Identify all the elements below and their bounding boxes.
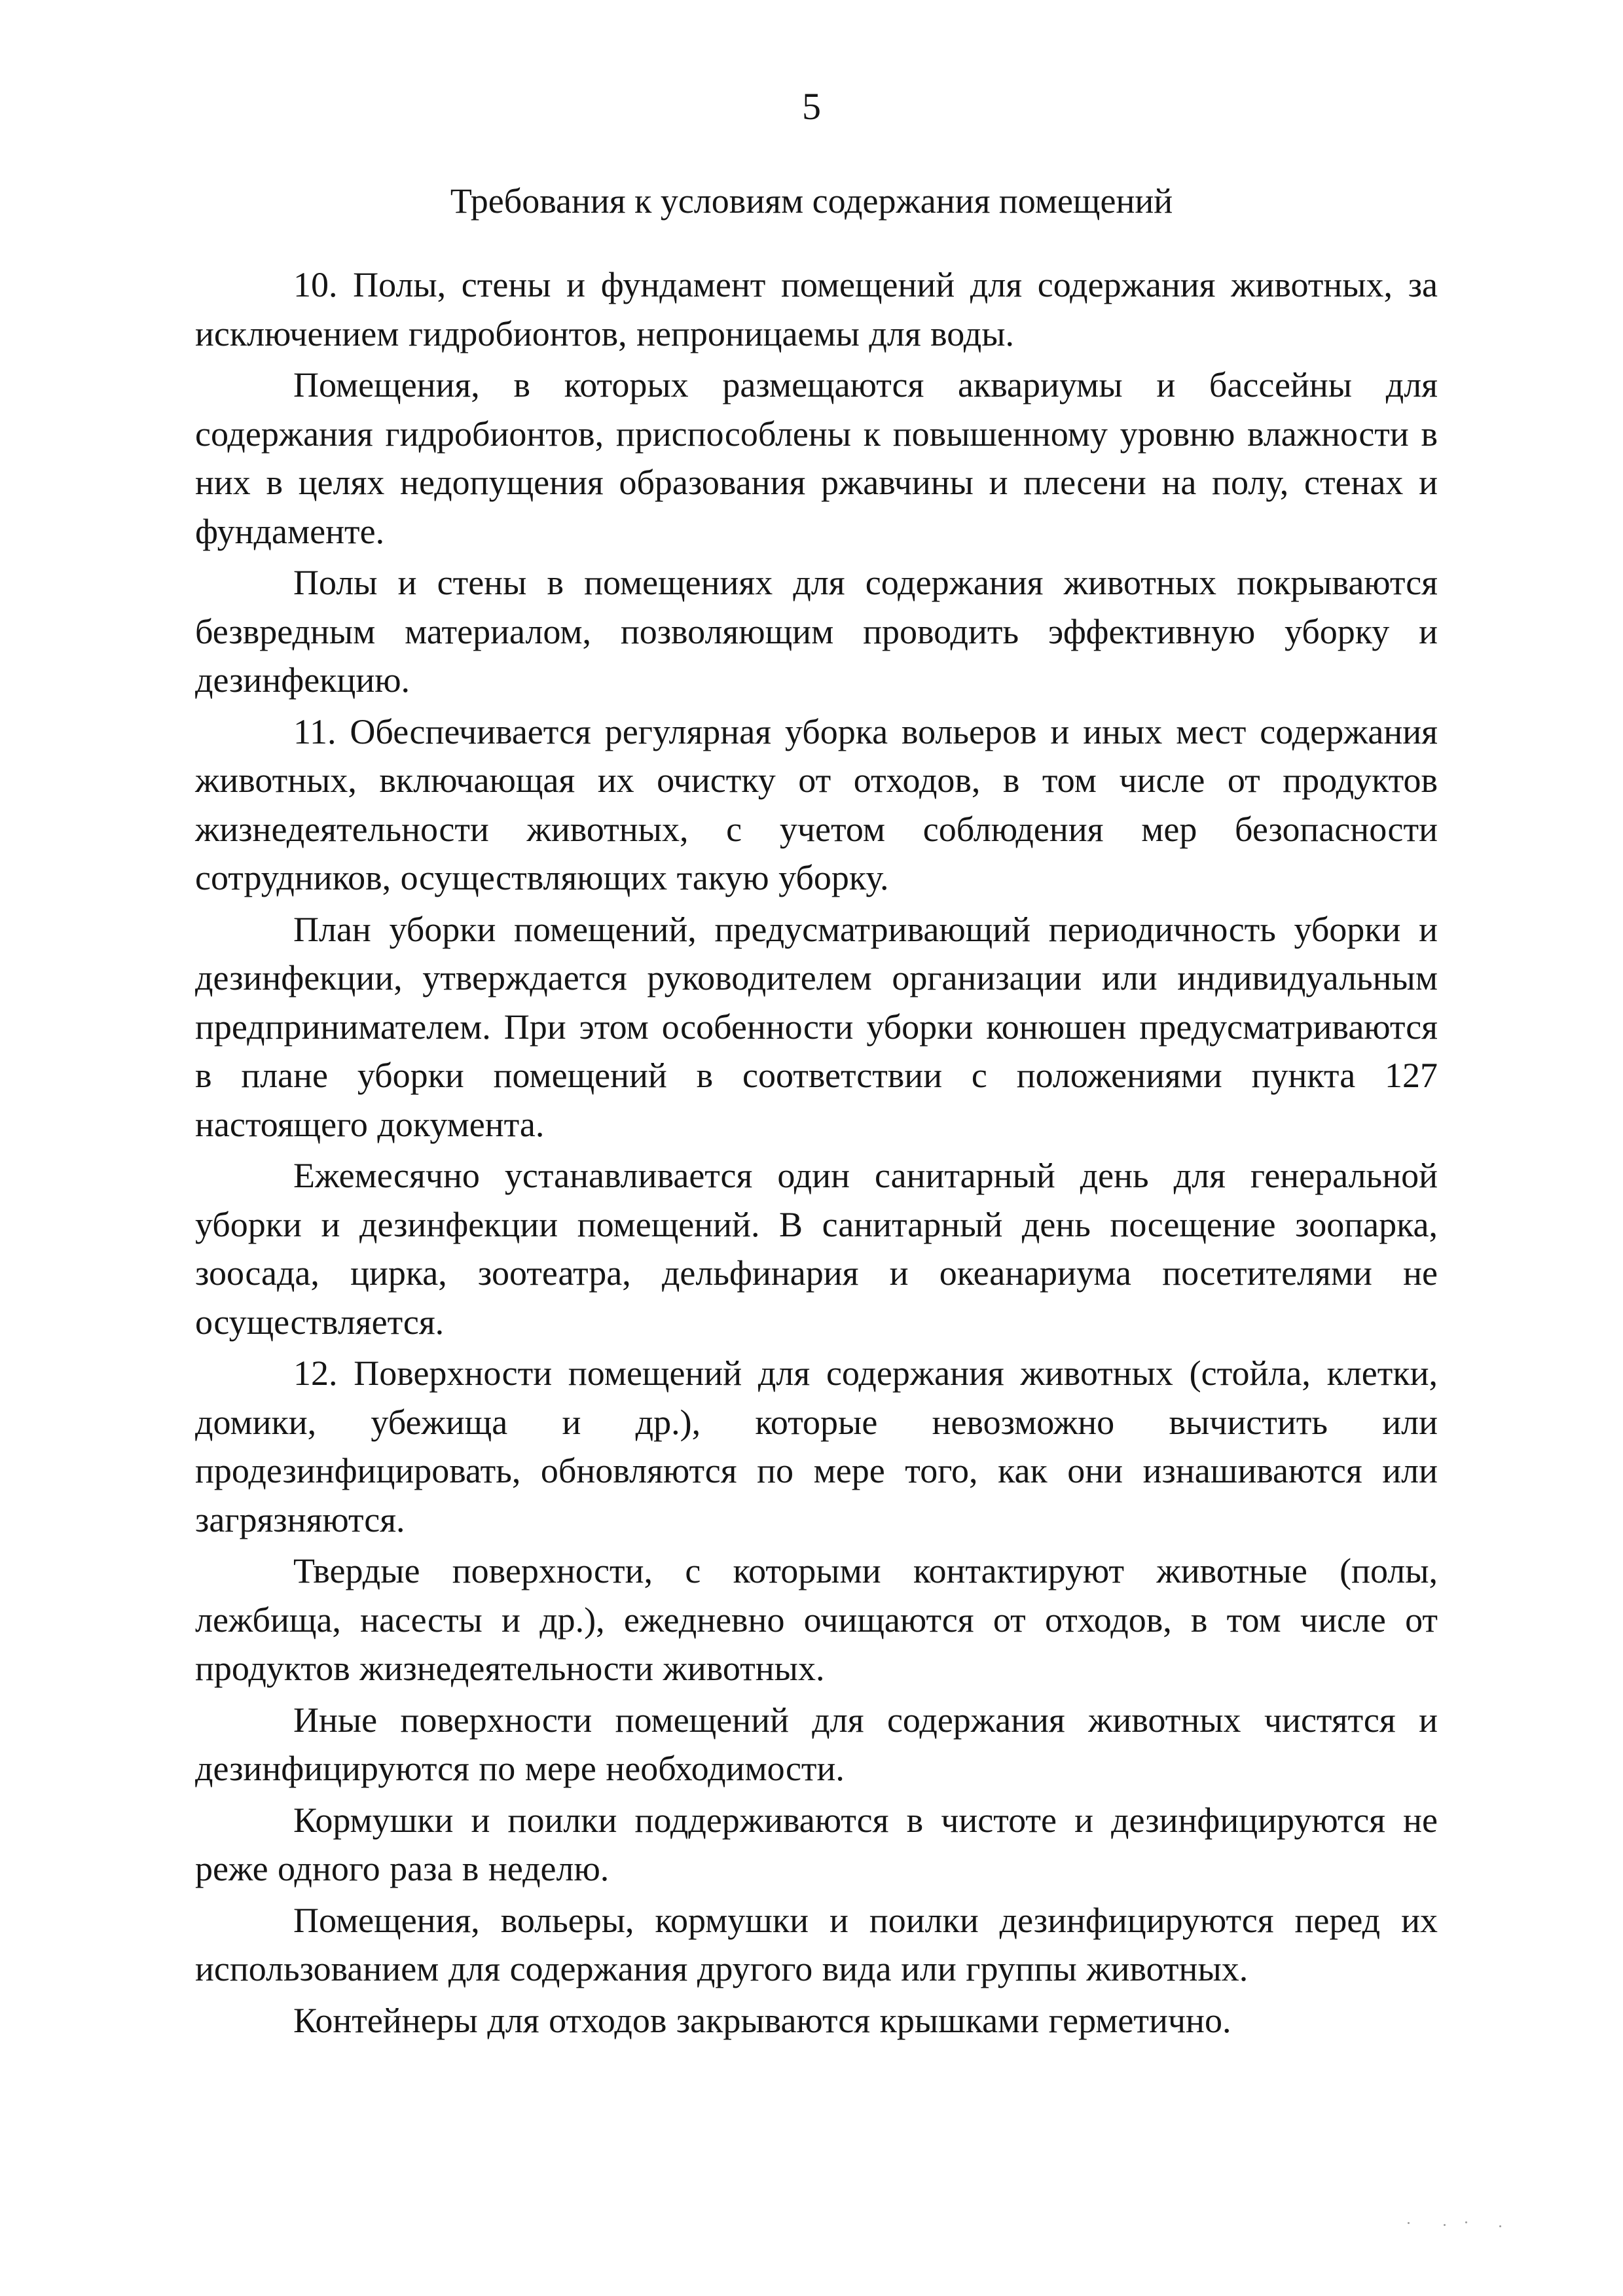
paragraph: Твердые поверхности, с которыми контактируют животные (полы, лежбища, насесты и др.), ежедневно очищаются от отходов, в том числе от продуктов жизнедеятельности животных.	[195, 1551, 1438, 1688]
paragraph: Иные поверхности помещений для содержания животных чистятся и дезинфицируются по мере необходимости.	[195, 1700, 1438, 1788]
scan-speck	[1444, 2224, 1446, 2226]
paragraph: Помещения, в которых размещаются аквариумы и бассейны для содержания гидробионтов, приспособлены к повышенному уровню влажности в них в целях недопущения образования ржавчины и плесени на полу, стенах и фундаменте.	[195, 365, 1438, 551]
paragraph: Кормушки и поилки поддерживаются в чистоте и дезинфицируются не реже одного раза в неделю.	[195, 1800, 1438, 1888]
scan-speck	[1465, 2221, 1467, 2223]
page-number: 5	[802, 85, 821, 128]
scan-speck	[1499, 2225, 1501, 2227]
paragraph-10: 10. Полы, стены и фундамент помещений для содержания животных, за исключением гидробионтов, непроницаемы для воды.	[195, 265, 1438, 353]
paragraph: Ежемесячно устанавливается один санитарный день для генеральной уборки и дезинфекции помещений. В санитарный день посещение зоопарка, зоосада, цирка, зоотеатра, дельфинария и океанариума посетителями не осуществляется.	[195, 1156, 1438, 1342]
paragraph: План уборки помещений, предусматривающий периодичность уборки и дезинфекции, утверждается руководителем организации или индивидуальным предпринимателем. При этом особенности уборки конюшен предусматриваются в плане уборки помещений в соответствии с положениями пункта 127 настоящего документа.	[195, 909, 1438, 1144]
paragraph: Контейнеры для отходов закрываются крышками герметично.	[293, 2000, 1231, 2040]
document-body	[195, 260, 1438, 2047]
paragraph-11: 11. Обеспечивается регулярная уборка вольеров и иных мест содержания животных, включающая их очистку от отходов, в том числе от продуктов жизнедеятельности животных, с учетом соблюдения мер безопасности сотрудников, осуществляющих такую уборку.	[195, 711, 1438, 897]
paragraph: Помещения, вольеры, кормушки и поилки дезинфицируются перед их использованием для содержания другого вида или группы животных.	[195, 1900, 1438, 1988]
paragraph: Полы и стены в помещениях для содержания животных покрываются безвредным материалом, позволяющим проводить эффективную уборку и дезинфекцию.	[195, 563, 1438, 700]
section-title: Требования к условиям содержания помещений	[450, 181, 1173, 221]
scan-speck	[1408, 2222, 1410, 2224]
paragraph-12: 12. Поверхности помещений для содержания животных (стойла, клетки, домики, убежища и др.), которые невозможно вычистить или продезинфицировать, обновляются по мере того, как они изнашиваются или загрязняются.	[195, 1354, 1438, 1539]
